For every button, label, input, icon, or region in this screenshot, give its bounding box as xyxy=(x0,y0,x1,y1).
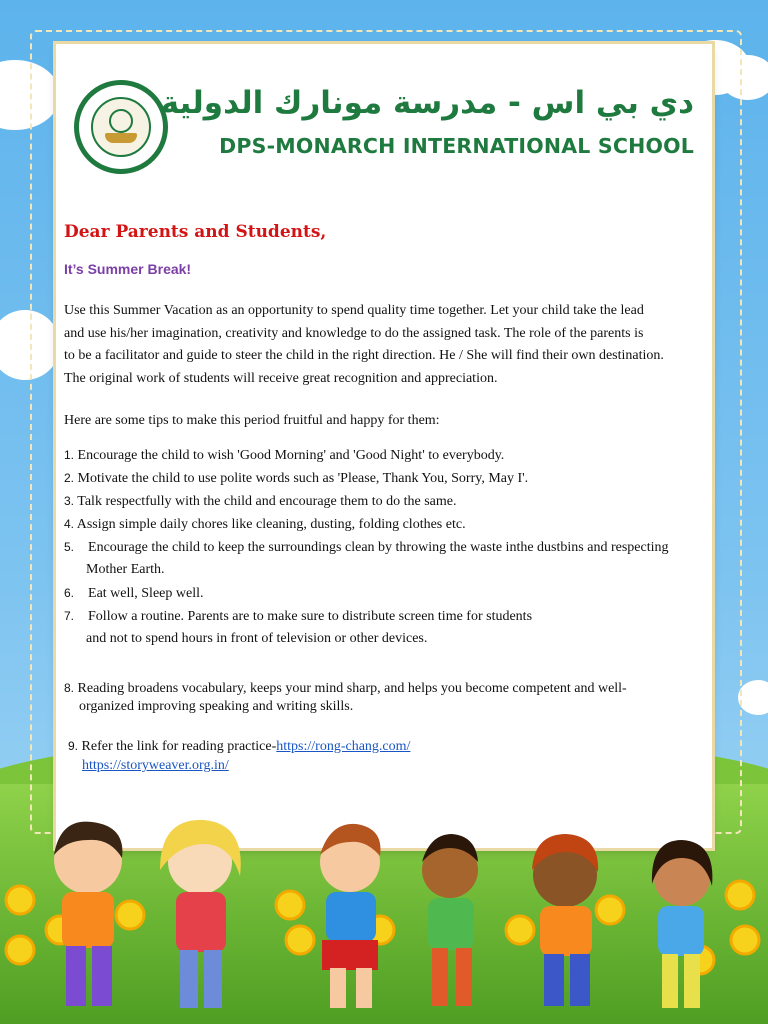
list-item-continuation: organized improving speaking and writing skills. xyxy=(79,699,354,714)
list-item: 8. Reading broadens vocabulary, keeps your mind sharp, and helps you become competent and well- xyxy=(64,681,627,696)
list-item: 7. Follow a routine. Parents are to make sure to distribute screen time for students xyxy=(64,609,533,624)
flower-row xyxy=(6,881,759,974)
list-item-continuation: Mother Earth. xyxy=(86,562,165,577)
list-item: 5. Encourage the child to keep the surroundings clean by throwing the waste inthe dustbins and respecting xyxy=(64,540,669,555)
intro-line: The original work of students will receive great recognition and appreciation. xyxy=(64,371,498,387)
book-icon xyxy=(105,133,137,143)
logo-emblem xyxy=(91,97,151,157)
child-3 xyxy=(320,824,381,1008)
school-name-english: DPS-MONARCH INTERNATIONAL SCHOOL xyxy=(219,134,694,158)
list-item-continuation: and not to spend hours in front of television or other devices. xyxy=(86,631,428,646)
child-4 xyxy=(422,834,478,1006)
school-name-arabic: دي بي اس - مدرسة مونارك الدولية xyxy=(160,85,694,121)
intro-paragraph xyxy=(64,300,704,391)
list-item: 2. Motivate the child to use polite words such as 'Please, Thank You, Sorry, May I'. xyxy=(64,471,529,486)
intro-line: Use this Summer Vacation as an opportunity to spend quality time together. Let your child take the lead xyxy=(64,303,644,318)
list-item: 4. Assign simple daily chores like cleaning, dusting, folding clothes etc. xyxy=(64,517,466,532)
rong-chang-link[interactable]: https://rong-chang.com/ xyxy=(276,739,411,754)
intro-line: and use his/her imagination, creativity and knowledge to do the assigned task. The role of the parents is xyxy=(64,325,644,341)
greeting: Dear Parents and Students, xyxy=(64,222,327,242)
letter-page xyxy=(58,46,710,846)
list-item: 6. Eat well, Sleep well. xyxy=(64,586,204,601)
school-logo xyxy=(74,80,168,174)
school-header xyxy=(74,80,694,180)
child-6 xyxy=(652,840,713,1008)
cloud-right xyxy=(738,680,768,715)
child-1 xyxy=(54,822,122,1006)
globe-icon xyxy=(109,109,133,133)
list-item-reading-links: 9. Refer the link for reading practice-https://rong-chang.com/ xyxy=(68,739,411,754)
intro-line: to be a facilitator and guide to steer the child in the right direction. He / She will find their own destination. xyxy=(64,348,664,364)
tips-intro: Here are some tips to make this period fruitful and happy for them: xyxy=(64,413,440,428)
children-illustration xyxy=(0,800,768,1024)
summer-break-heading: It’s Summer Break! xyxy=(64,261,192,277)
child-5 xyxy=(532,834,598,1006)
list-item: 1. Encourage the child to wish 'Good Morning' and 'Good Night' to everybody. xyxy=(64,448,505,463)
storyweaver-link[interactable]: https://storyweaver.org.in/ xyxy=(82,758,229,773)
child-2 xyxy=(160,820,241,1008)
list-item: 3. Talk respectfully with the child and encourage them to do the same. xyxy=(64,494,457,509)
